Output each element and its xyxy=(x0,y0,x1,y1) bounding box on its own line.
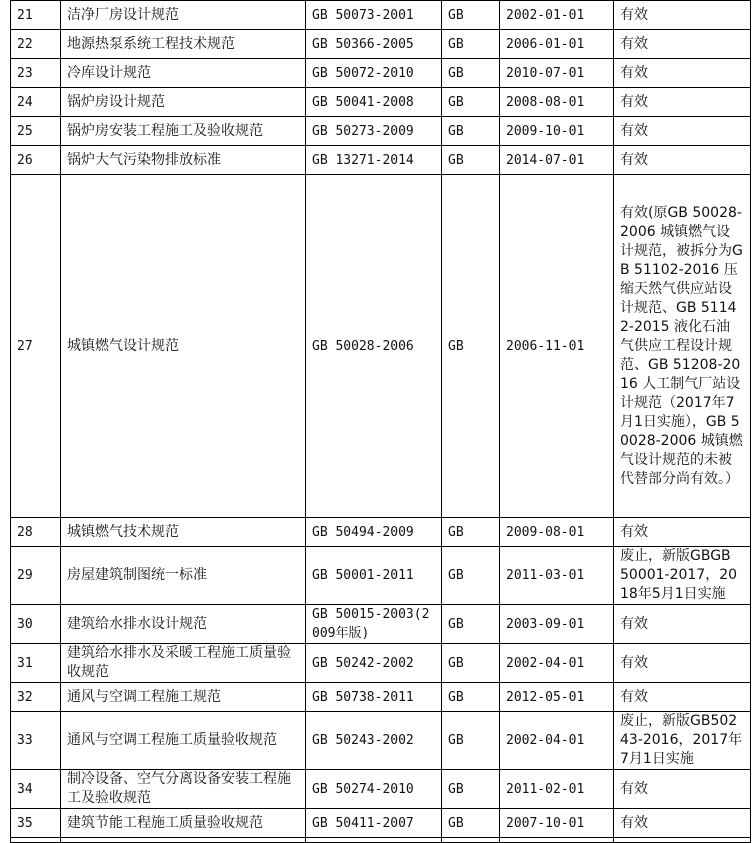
status: 有效 xyxy=(614,117,751,146)
table-row xyxy=(11,644,751,683)
standards-table xyxy=(10,0,751,843)
effective-date: 2008-08-01 xyxy=(500,88,614,117)
standard-name: 建筑给水排水及采暖工程施工质量验收规范 xyxy=(61,644,306,683)
status: 有效 xyxy=(614,59,751,88)
table-row xyxy=(11,809,751,838)
standard-type: GB xyxy=(442,518,500,547)
status: 有效 xyxy=(614,605,751,644)
row-number: 23 xyxy=(11,59,61,88)
status: 有效 xyxy=(614,30,751,59)
standard-code: GB 50041-2008 xyxy=(306,88,442,117)
standard-name: 制冷设备、空气分离设备安装工程施工及验收规范 xyxy=(61,770,306,809)
table-row xyxy=(11,770,751,809)
standard-name: 地源热泵系统工程技术规范 xyxy=(61,30,306,59)
standard-type: GB xyxy=(442,30,500,59)
effective-date: 2010-07-01 xyxy=(500,59,614,88)
standard-code: GB 50366-2005 xyxy=(306,30,442,59)
status: 有效 xyxy=(614,644,751,683)
table-row xyxy=(11,712,751,770)
row-number: 24 xyxy=(11,88,61,117)
status: 有效(原GB 50028-2006 城镇燃气设计规范，被拆分为GB 51102-2016 压缩天然气供应站设计规范、GB 51142-2015 液化石油气供应工程设计规范、GB 51208-2016 人工制气厂站设计规范（2017年7月1日实施），GB 50028-2006 城镇燃气设计规范的未被代替部分尚有效。） xyxy=(614,175,751,518)
standard-name: 建筑给水排水设计规范 xyxy=(61,605,306,644)
row-number: 25 xyxy=(11,117,61,146)
standard-type: GB xyxy=(442,605,500,644)
effective-date: 2012-05-01 xyxy=(500,683,614,712)
row-number: 33 xyxy=(11,712,61,770)
table-row xyxy=(11,59,751,88)
status: 有效 xyxy=(614,770,751,809)
standard-name: 房屋建筑制图统一标准 xyxy=(61,547,306,605)
row-number: 31 xyxy=(11,644,61,683)
standard-name: 锅炉房设计规范 xyxy=(61,88,306,117)
effective-date: 2006-11-01 xyxy=(500,175,614,518)
standard-type: GB xyxy=(442,59,500,88)
table-row xyxy=(11,175,751,518)
standard-name: 城镇燃气技术规范 xyxy=(61,518,306,547)
effective-date: 2014-07-01 xyxy=(500,146,614,175)
table-row xyxy=(11,30,751,59)
table-row xyxy=(11,518,751,547)
standard-type: GB xyxy=(442,644,500,683)
status: 废止，新版GBGB 50001-2017，2018年5月1日实施 xyxy=(614,547,751,605)
standard-code: GB 50494-2009 xyxy=(306,518,442,547)
standard-code: GB 50072-2010 xyxy=(306,59,442,88)
status: 有效 xyxy=(614,518,751,547)
standard-name: 通风与空调工程施工质量验收规范 xyxy=(61,712,306,770)
standard-name: 锅炉大气污染物排放标准 xyxy=(61,146,306,175)
standard-type: GB xyxy=(442,809,500,838)
row-number: 21 xyxy=(11,1,61,30)
effective-date: 2009-10-01 xyxy=(500,117,614,146)
effective-date: 2011-03-01 xyxy=(500,547,614,605)
standard-code: GB 50411-2007 xyxy=(306,809,442,838)
table-row xyxy=(11,1,751,30)
standard-code: GB 50274-2010 xyxy=(306,770,442,809)
table-row xyxy=(11,117,751,146)
status: 有效 xyxy=(614,683,751,712)
standard-code: GB 50243-2002 xyxy=(306,712,442,770)
table-row xyxy=(11,547,751,605)
standard-name: 建筑节能工程施工质量验收规范 xyxy=(61,809,306,838)
standard-type: GB xyxy=(442,175,500,518)
table-row xyxy=(11,88,751,117)
standard-code: GB 50738-2011 xyxy=(306,683,442,712)
standard-type: GB xyxy=(442,547,500,605)
effective-date: 2002-04-01 xyxy=(500,644,614,683)
effective-date: 2002-04-01 xyxy=(500,712,614,770)
standard-type: GB xyxy=(442,146,500,175)
standard-type: GB xyxy=(442,117,500,146)
standard-name: 冷库设计规范 xyxy=(61,59,306,88)
standard-code: GB 50242-2002 xyxy=(306,644,442,683)
standard-type: GB xyxy=(442,770,500,809)
standard-code: GB 50073-2001 xyxy=(306,1,442,30)
status: 有效 xyxy=(614,809,751,838)
status: 有效 xyxy=(614,88,751,117)
standard-code: GB 50001-2011 xyxy=(306,547,442,605)
row-number: 22 xyxy=(11,30,61,59)
standard-type: GB xyxy=(442,88,500,117)
table-row xyxy=(11,683,751,712)
table-row xyxy=(11,146,751,175)
standard-code: GB 13271-2014 xyxy=(306,146,442,175)
row-number: 29 xyxy=(11,547,61,605)
row-number: 30 xyxy=(11,605,61,644)
standard-type: GB xyxy=(442,683,500,712)
row-number: 28 xyxy=(11,518,61,547)
row-number: 27 xyxy=(11,175,61,518)
effective-date: 2009-08-01 xyxy=(500,518,614,547)
effective-date: 2007-10-01 xyxy=(500,809,614,838)
status: 有效 xyxy=(614,1,751,30)
standard-code: GB 50028-2006 xyxy=(306,175,442,518)
standard-name: 洁净厂房设计规范 xyxy=(61,1,306,30)
standard-name: 锅炉房安装工程施工及验收规范 xyxy=(61,117,306,146)
row-number: 35 xyxy=(11,809,61,838)
status: 废止，新版GB50243-2016，2017年7月1日实施 xyxy=(614,712,751,770)
standards-table-body xyxy=(11,1,751,843)
row-number: 32 xyxy=(11,683,61,712)
effective-date: 2011-02-01 xyxy=(500,770,614,809)
standard-name: 城镇燃气设计规范 xyxy=(61,175,306,518)
effective-date: 2006-01-01 xyxy=(500,30,614,59)
standard-type: GB xyxy=(442,1,500,30)
standard-code: GB 50273-2009 xyxy=(306,117,442,146)
effective-date: 2002-01-01 xyxy=(500,1,614,30)
table-row xyxy=(11,605,751,644)
standard-type: GB xyxy=(442,712,500,770)
row-number: 34 xyxy=(11,770,61,809)
row-number: 26 xyxy=(11,146,61,175)
standard-name: 通风与空调工程施工规范 xyxy=(61,683,306,712)
status: 有效 xyxy=(614,146,751,175)
effective-date: 2003-09-01 xyxy=(500,605,614,644)
standard-code: GB 50015-2003(2009年版) xyxy=(306,605,442,644)
